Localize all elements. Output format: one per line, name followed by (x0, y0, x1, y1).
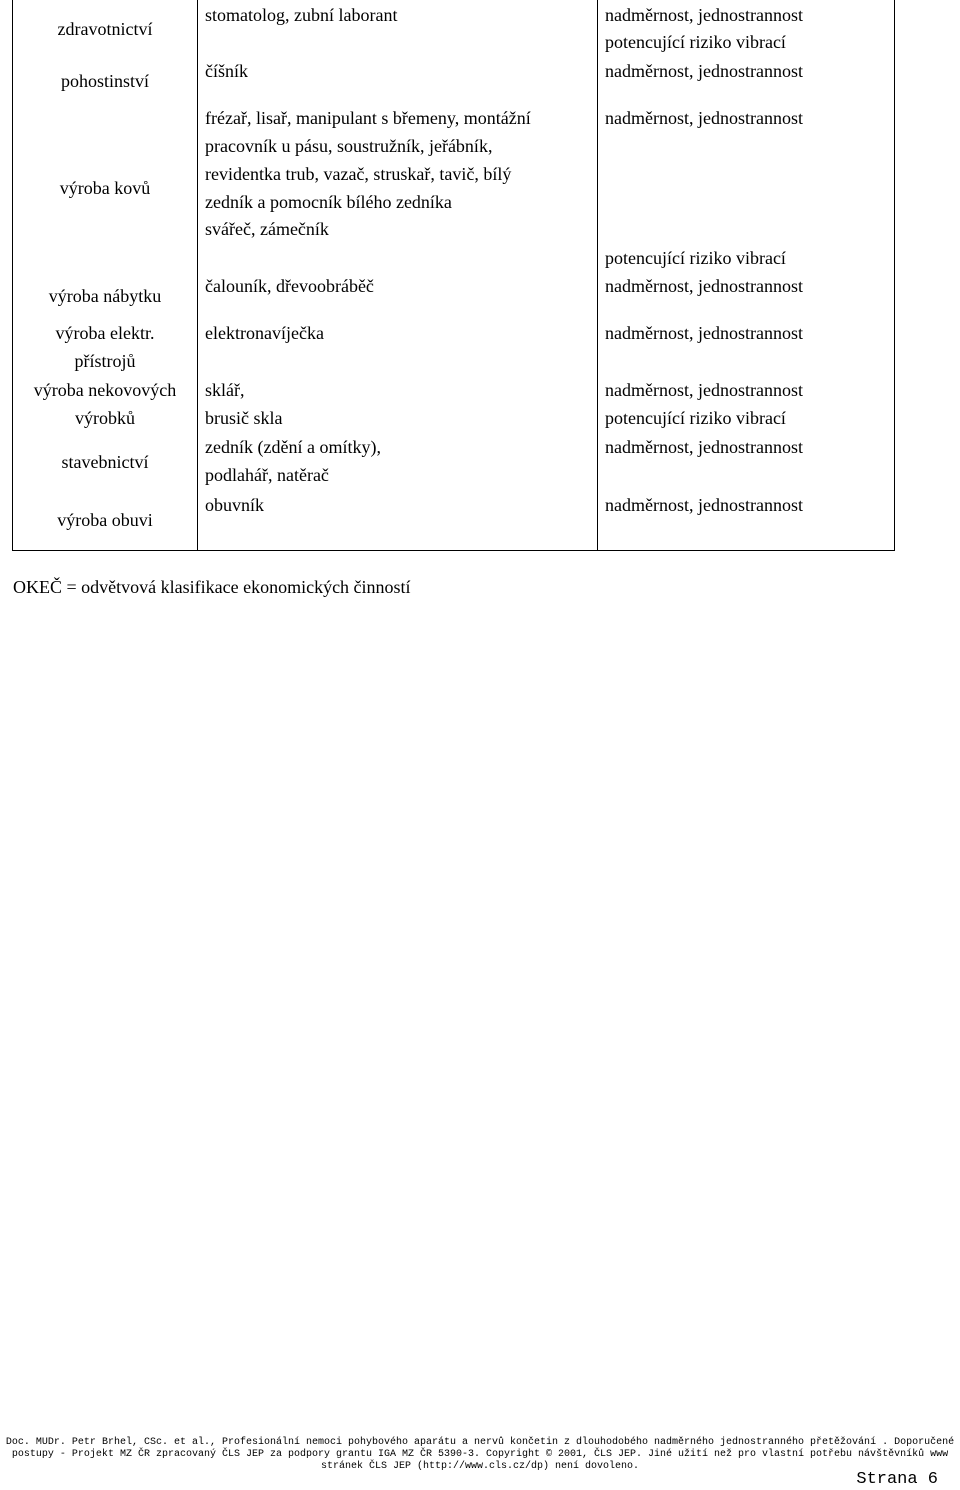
job-cell: stomatolog, zubní laborant (205, 5, 398, 25)
job-cell: čalouník, dřevoobráběč (205, 276, 374, 296)
risk-cell: nadměrnost, jednostrannost (605, 437, 803, 457)
risk-cell: nadměrnost, jednostrannost (605, 495, 803, 515)
abbreviation-note: OKEČ = odvětvová klasifikace ekonomických činností (13, 577, 411, 597)
sector-cell: výroba obuvi (57, 510, 153, 530)
risk-cell: nadměrnost, jednostrannost (605, 108, 803, 128)
page-number: Strana 6 (856, 1470, 938, 1489)
risk-cell: potencující riziko vibrací (605, 248, 786, 268)
risk-cell: potencující riziko vibrací (605, 32, 786, 52)
job-cell: zedník (zdění a omítky), (205, 437, 381, 457)
page-footer (0, 1437, 960, 1473)
risk-cell: nadměrnost, jednostrannost (605, 380, 803, 400)
job-cell: svářeč, zámečník (205, 219, 329, 239)
sector-cell: výroba kovů (59, 178, 151, 198)
footer-line: Doc. MUDr. Petr Brhel, CSc. et al., Profesionální nemoci pohybového aparátu a nervů končetin z dlouhodobého nadměrného jednostranného přetěžování . Doporučené (5, 1437, 955, 1448)
job-cell: obuvník (205, 495, 265, 515)
sector-cell: výrobků (75, 408, 135, 428)
sector-cell: stavebnictví (61, 452, 149, 472)
job-cell: elektronavíječka (205, 323, 324, 343)
risk-cell: nadměrnost, jednostrannost (605, 323, 803, 343)
sector-cell: výroba nekovových (33, 380, 177, 400)
job-cell: frézař, lisař, manipulant s břemeny, montážní (205, 108, 531, 128)
job-cell: sklář, (205, 380, 245, 400)
sector-cell: pohostinství (60, 71, 149, 91)
job-cell: pracovník u pásu, soustružník, jeřábník, (205, 136, 493, 156)
sector-cell: přístrojů (74, 351, 136, 371)
sector-cell: výroba nábytku (48, 286, 162, 306)
job-cell: brusič skla (205, 408, 283, 428)
job-cell: číšník (205, 61, 248, 81)
sector-cell: zdravotnictví (57, 19, 153, 39)
job-cell: podlahář, natěrač (205, 465, 329, 485)
risk-cell: nadměrnost, jednostrannost (605, 61, 803, 81)
table-divider (597, 0, 598, 551)
sector-cell: výroba elektr. (55, 323, 155, 343)
footer-line: stránek ČLS JEP (http://www.cls.cz/dp) není dovoleno. (320, 1461, 640, 1472)
footer-line: postupy - Projekt MZ ČR zpracovaný ČLS JEP za podpory grantu IGA MZ ČR 5390-3. Copyright © 2001, ČLS JEP. Jiné užití než pro vlastní potřebu návštěvníků www (11, 1449, 949, 1460)
job-cell: zedník a pomocník bílého zedníka (205, 192, 452, 212)
risk-cell: nadměrnost, jednostrannost (605, 5, 803, 25)
risk-cell: potencující riziko vibrací (605, 408, 786, 428)
risk-cell: nadměrnost, jednostrannost (605, 276, 803, 296)
job-cell: revidentka trub, vazač, struskař, tavič, bílý (205, 164, 512, 184)
